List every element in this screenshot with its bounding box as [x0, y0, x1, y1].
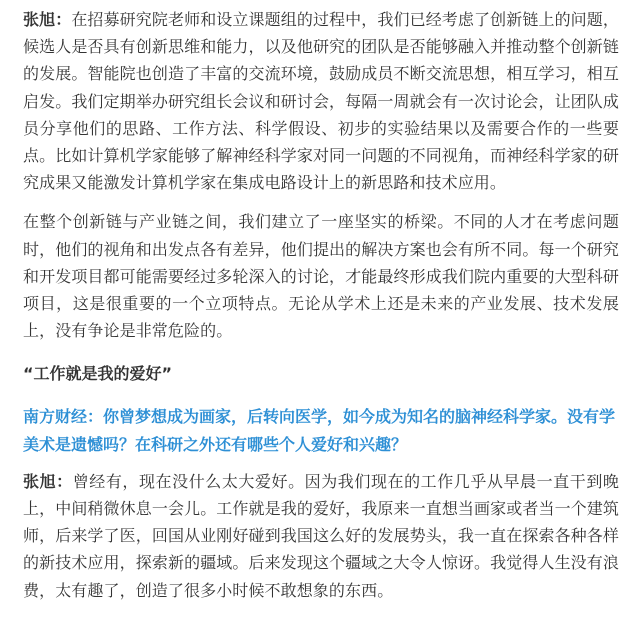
answer-text: 曾经有，现在没什么太大爱好。因为我们现在的工作几乎从早晨一直干到晚上，中间稍微休息一会儿。工作就是我的爱好，我原来一直想当画家或者当一个建筑师，后来学了医，回国从业刚好碰到我国这么好的发展势头，我一直在探索各种各样的新技术应用，探索新的疆域。后来发现这个疆域之大令人惊讶。我觉得人生没有浪费，太有趣了，创造了很多小时候不敢想象的东西。 — [23, 471, 619, 600]
answer-paragraph-3 — [23, 468, 619, 604]
answer-text: 在招募研究院老师和设立课题组的过程中，我们已经考虑了创新链上的问题，候选人是否具有创新思维和能力，以及他研究的团队是否能够融入并推动整个创新链的发展。智能院也创造了丰富的交流环境，鼓励成员不断交流思想，相互学习，相互启发。我们定期举办研究组长会议和研讨会，每隔一周就会有一次讨论会，让团队成员分享他们的思路、工作方法、科学假设、初步的实验结果以及需要合作的一些要点。比如计算机学家能够了解神经科学家对同一问题的不同视角，而神经科学家的研究成果又能激发计算机学家在集成电路设计上的新思路和技术应用。 — [23, 10, 619, 193]
speaker-separator: ： — [56, 471, 73, 491]
answer-paragraph-1 — [23, 6, 619, 196]
answer-paragraph-2 — [23, 208, 619, 344]
section-heading: “工作就是我的爱好” — [23, 364, 173, 384]
speaker-name: 张旭 — [23, 471, 57, 491]
speaker-name: 张旭 — [23, 10, 56, 29]
article-body — [0, 6, 619, 604]
speaker-separator: ： — [55, 10, 72, 29]
answer-text: 在整个创新链与产业链之间，我们建立了一座坚实的桥梁。不同的人才在考虑问题时，他们的视角和出发点各有差异，他们提出的解决方案也会有所不同。每一个研究和开发项目都可能需要经过多轮深入的讨论，才能最终形成我们院内重要的大型科研项目，这是很重要的一个立项特点。无论从学术上还是未来的产业发展、技术发展上，没有争论是非常危险的。 — [23, 212, 619, 341]
interview-question: 南方财经：你曾梦想成为画家，后转向医学，如今成为知名的脑神经科学家。没有学美术是遗憾吗？在科研之外还有哪些个人爱好和兴趣？ — [23, 407, 616, 454]
